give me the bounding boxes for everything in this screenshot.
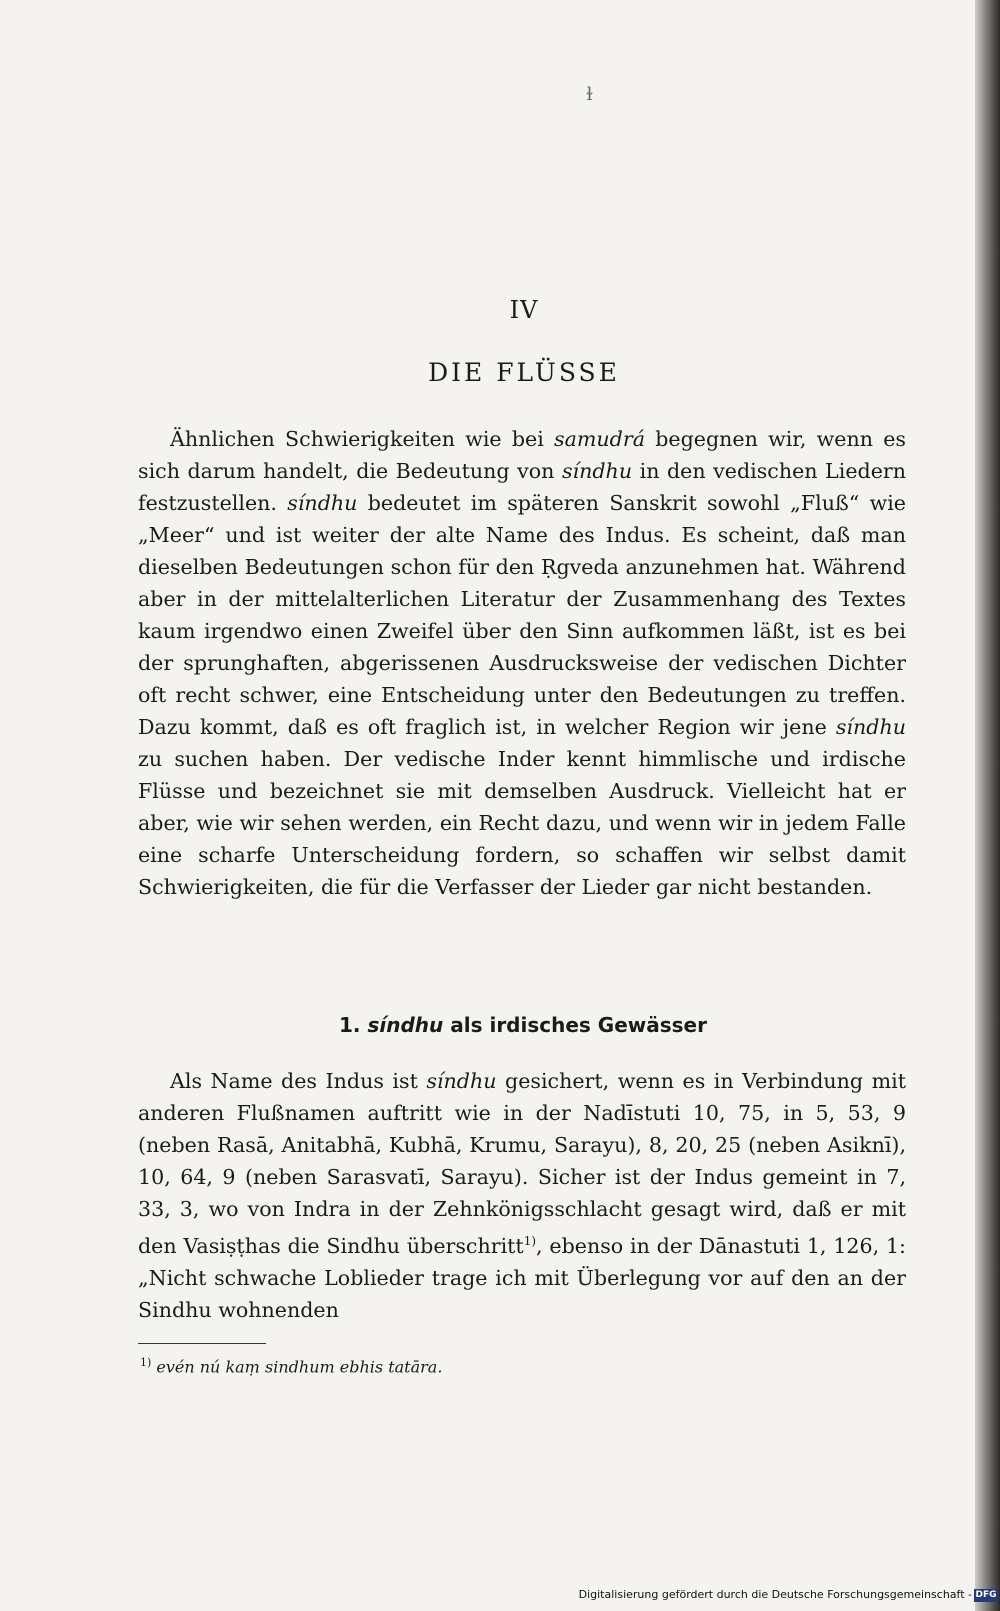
dfg-logo: DFG [975, 1590, 997, 1600]
digitization-credit: Digitalisierung gefördert durch die Deutsche Forschungsgemeinschaft - [578, 1588, 972, 1601]
paragraph-intro [138, 423, 906, 903]
page-edge [975, 0, 1000, 1611]
text-segment: gesichert, wenn es in Verbindung mit anderen Flußnamen auftritt wie in der Nadīstuti 10, 75, in 5, 53, 9 (neben Rasā, Anitabhā, Kubhā, Krumu, Sarayu), 8, 20, 25 (neben Asiknī), 10, 64, 9 (neben Sarasvatī, Sarayu). Sicher ist der Indus gemeint in 7, 33, 3, wo von Indra in der Zehnkönigsschlacht gesagt wird, daß er mit den Vasiṣṭhas die Sindhu überschritt [138, 1069, 906, 1258]
footnote-text: evén nú kaṃ sindhum ebhis tatāra. [151, 1357, 443, 1377]
chapter-number: IV [509, 296, 539, 324]
text-segment: , ebenso in der Dānastuti 1, 126, 1: „Nicht schwache Loblieder trage ich mit Überlegung vor auf den an der Sindhu wohnenden [138, 1233, 906, 1322]
footnote-reference: 1) [523, 1234, 537, 1248]
text-segment: Als Name des Indus ist [170, 1069, 427, 1093]
section-heading [0, 1013, 1000, 1037]
section-rest: als irdisches Gewässer [443, 1013, 707, 1037]
term-sindhu: síndhu [426, 1069, 497, 1093]
text-segment: zu suchen haben. Der vedische Inder kennt himmlische und irdische Flüsse und bezeichnet sie mit demselben Ausdruck. Vielleicht hat er aber, wie wir sehen werden, ein Recht dazu, und wenn wir in jedem Falle eine scharfe Unterscheidung fordern, so schaffen wir selbst damit Schwierigkeiten, die für die Verfasser der Lieder gar nicht bestanden. [138, 747, 906, 899]
term-sindhu: síndhu [287, 491, 358, 515]
chapter-title: DIE FLÜSSE [428, 358, 620, 387]
footnote-marker: 1) [140, 1356, 152, 1369]
section-number: 1. [339, 1013, 368, 1037]
term-sindhu: síndhu [835, 715, 906, 739]
text-segment: bedeutet im späteren Sanskrit sowohl „Fluß“ wie „Meer“ und ist weiter der alte Name des Indus. Es scheint, daß man dieselben Bedeutungen schon für den Ṛgveda anzunehmen hat. Während aber in der mittelalterlichen Literatur der Zusammenhang des Textes kaum irgendwo einen Zweifel über den Sinn aufkommen läßt, ist es bei der sprunghaften, abgerissenen Ausdrucksweise der vedischen Dichter oft recht schwer, eine Entscheidung unter den Bedeutungen zu treffen. Dazu kommt, daß es oft fraglich ist, in welcher Region wir jene [138, 491, 906, 739]
term-samudra: samudrá [554, 427, 645, 451]
footnote-rule [138, 1343, 266, 1344]
term-sindhu: síndhu [561, 459, 633, 483]
text-segment: Ähnlichen Schwierigkeiten wie bei [170, 427, 555, 451]
section-term: síndhu [367, 1013, 444, 1037]
text-segment: begegnen wir, wenn es sich darum handelt, die Bedeutung von [138, 427, 907, 483]
text-segment: in den vedischen Liedern festzustellen. [138, 459, 906, 515]
margin-mark: ɫ [586, 84, 593, 105]
footnote [140, 1356, 442, 1376]
paragraph-indus [138, 1065, 906, 1326]
